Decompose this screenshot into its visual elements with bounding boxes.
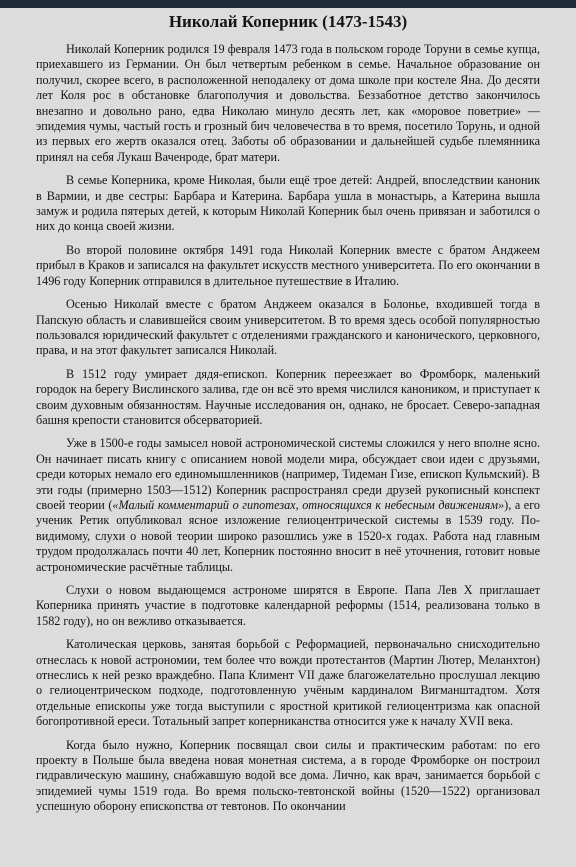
- paragraph-new-system-text-end: ), а его ученик Ретик опубликовал ясное изложение гелиоцентрической системы в 1539 году. По-видимому, слухи о новой теории широко разошлись уже в 1520-х годах. Работа над главным трудом продолжалась почти 40 лет, Коперник постоянно вносит в неё уточнения, готовит новые астрономические расчётные таблицы.: [36, 497, 540, 574]
- paragraph-rumors: Слухи о новом выдающемся астрономе ширятся в Европе. Папа Лев X приглашает Коперника принять участие в подготовке календарной реформы (1514, реализована только в 1582 году), но он вежливо отказывается.: [36, 583, 540, 628]
- document-page: [0, 8, 576, 815]
- window-top-bar: [0, 0, 576, 8]
- commentariolus-title: «Малый комментарий о гипотезах, относящихся к небесным движениям»: [112, 497, 505, 512]
- paragraph-church: Католическая церковь, занятая борьбой с Реформацией, первоначально снисходительно отнеслась к новой астрономии, тем более что вожди протестантов (Мартин Лютер, Меланхтон) отнеслись к ней резко враждебно. Папа Климент VII даже благожелательно прослушал лекцию о гелиоцентрическом подходе, подготовленную учёным кардиналом Вигманштадтом. Хотя отдельные епископы уже тогда выступили с яростной критикой гелиоцентризма как опасной богопротивной ереси. Тотальный запрет коперниканства относится уже к началу XVII века.: [36, 637, 540, 729]
- paragraph-new-system: [36, 436, 540, 575]
- document-title: Николай Коперник (1473-1543): [168, 12, 408, 31]
- paragraph-frombork: В 1512 году умирает дядя-епископ. Коперник переезжает во Фромборк, маленький городок на берегу Вислинского залива, где он всё это время числился каноником, и приступает к своим духовным обязанностям. Научные исследования он, однако, не бросает. Северо-западная башня крепости становится обсерваторией.: [36, 366, 540, 427]
- paragraph-bologna: Осенью Николай вместе с братом Анджеем оказался в Болонье, входившей тогда в Папскую область и славившейся своим университетом. В то время здесь особой популярностью пользовался юридический факультет с отделениями гражданского и канонического, церковного, права, и на этот факультет записался Николай.: [36, 297, 540, 358]
- paragraph-family: В семье Коперника, кроме Николая, были ещё трое детей: Андрей, впоследствии каноник в Вармии, и две сестры: Барбара и Катерина. Барбара ушла в монастырь, а Катерина вышла замуж и родила пятерых детей, к которым Николай Коперник был очень привязан и заботился о них до конца своей жизни.: [36, 173, 540, 234]
- paragraph-practical-work: Когда было нужно, Коперник посвящал свои силы и практическим работам: по его проекту в Польше была введена новая монетная система, а в городе Фромборке он построил гидравлическую машину, снабжавшую водой все дома. Лично, как врач, занимается борьбой с эпидемией чумы 1519 года. Во время польско-тевтонской войны (1520—1522) организовал успешную оборону епископства от тевтонов. По окончании: [36, 737, 540, 814]
- paragraph-krakow: Во второй половине октября 1491 года Николай Коперник вместе с братом Анджеем прибыл в Краков и записался на факультет искусств местного университета. По его окончании в 1496 году Коперник отправился в длительное путешествие в Италию.: [36, 242, 540, 288]
- paragraph-new-system-text-start: Уже в 1500-е годы замысел новой астрономической системы сложился у него вполне ясно. Он начинает писать книгу с описанием новой модели мира, обсуждает свои идеи с друзьями, среди которых немало его единомышленников (например, Тидеман Гизе, епископ Кульмский). В эти годы (примерно 1503—1512) Коперник распространял среди друзей рукописный конспект своей теории (: [36, 436, 540, 512]
- paragraph-birth: Николай Коперник родился 19 февраля 1473 года в польском городе Торуни в семье купца, приехавшего из Германии. Он был четвертым ребенком в семье. Начальное образование он получил, скорее всего, в расположенной неподалеку от дома школе при костеле Яна. До десяти лет Коля рос в обстановке благополучия и довольства. Беззаботное детство закончилось внезапно и довольно рано, едва Николаю минуло десять лет, как «моровое поветрие» — эпидемия чумы, частый гость и грозный бич человечества в то время, посетило Торунь, и одной из первых его жертв оказался отец. Заботы об образовании и дальнейшей судьбе племянника принял на себя Лукаш Ваченроде, брат матери.: [36, 42, 540, 164]
